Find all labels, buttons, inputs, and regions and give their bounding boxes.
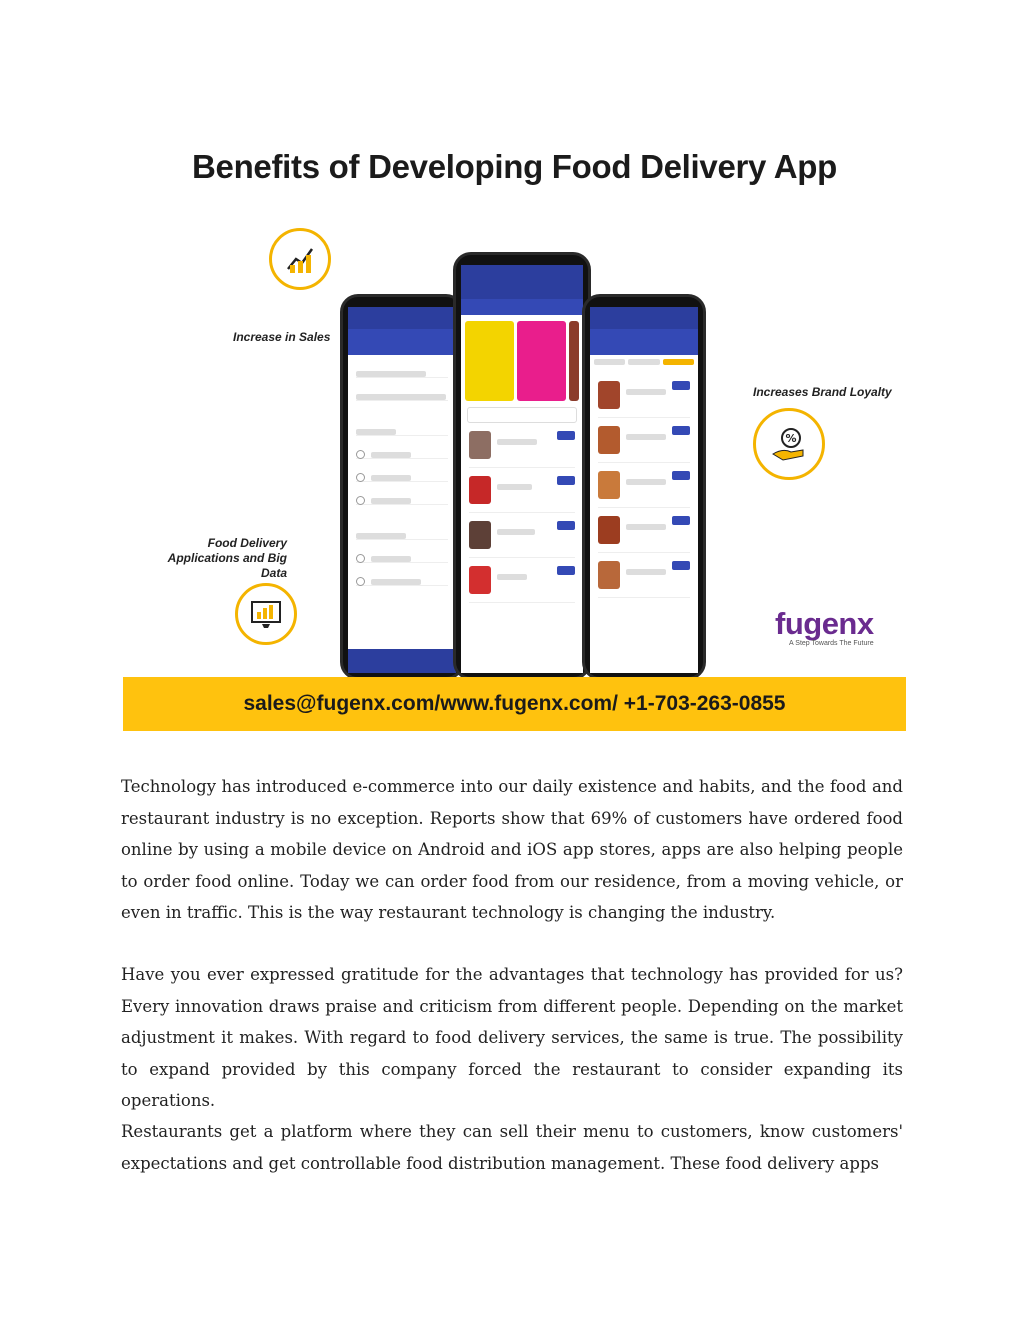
percent-hand-icon <box>753 408 825 480</box>
logo-brand: fugenx <box>775 606 874 641</box>
phone-mockup-right <box>582 294 706 680</box>
logo-tagline: A Step Towards The Future <box>789 640 874 647</box>
infographic-title: Benefits of Developing Food Delivery App <box>191 148 838 185</box>
paragraph-2: Have you ever expressed gratitude for the advantages that technology has provided for us? Every innovation draws praise and criticism from different people. Depending on the market adjustment it makes. With regard to food delivery services, the same is true. The possibility to expand provided by this company forced the restaurant to consider expanding its operations. <box>121 965 903 1110</box>
paragraph-1: Technology has introduced e-commerce into our daily existence and habits, and the food and restaurant industry is no exception. Reports show that 69% of customers have ordered food online by using a mobile device on Android and iOS app stores, apps are also helping people to order food online. Today we can order food from our residence, from a moving vehicle, or even in traffic. This is the way restaurant technology is changing the industry. <box>121 777 903 922</box>
contact-bar: sales@fugenx.com/www.fugenx.com/ +1-703-263-0855 <box>123 677 906 731</box>
infographic-image <box>123 118 906 731</box>
svg-text:%: % <box>785 432 797 445</box>
analytics-icon <box>235 583 297 645</box>
paragraph-3: Restaurants get a platform where they can sell their menu to customers, know customers' expectations and get controllable food distribution management. These food delivery apps <box>121 1122 903 1173</box>
fugenx-logo <box>775 606 874 647</box>
phone-mockup-left <box>340 294 464 680</box>
sales-chart-icon <box>269 228 331 290</box>
label-big-data: Food Delivery Applications and Big Data <box>167 536 287 580</box>
label-increase-sales: Increase in Sales <box>233 330 331 344</box>
label-brand-loyalty: Increases Brand Loyalty <box>753 385 892 399</box>
phone-mockup-center <box>453 252 591 680</box>
